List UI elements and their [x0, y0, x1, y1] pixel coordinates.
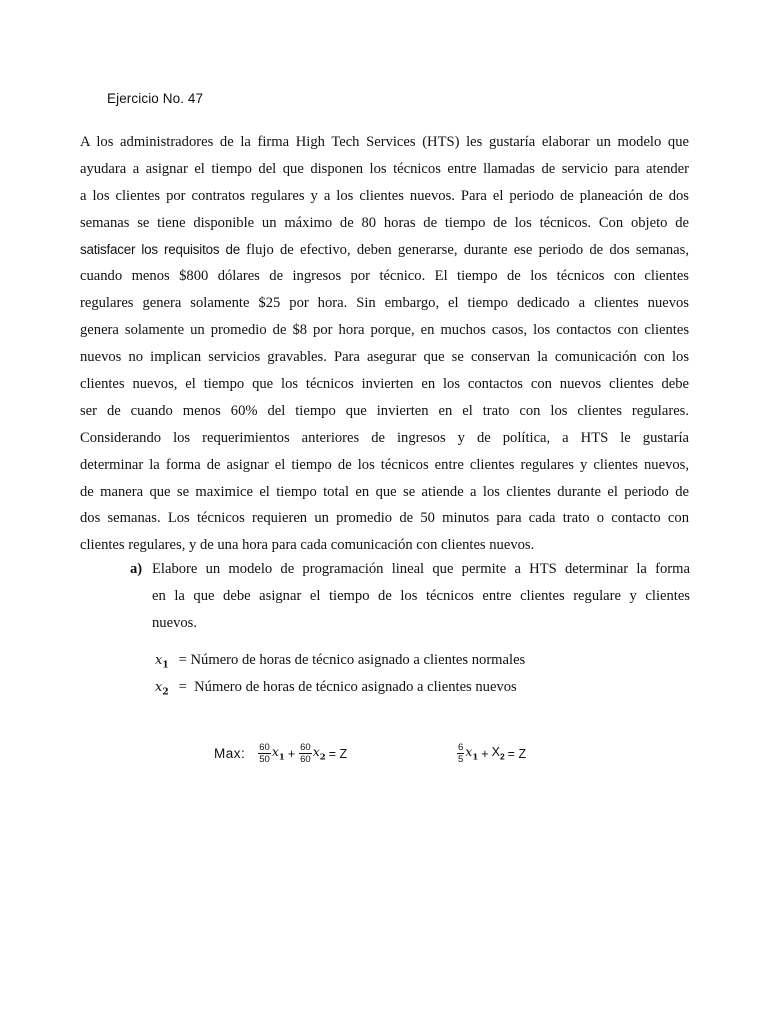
text-line: clientes regulares, y de una hora para cada comunicación con clientes nuevos. [80, 537, 535, 554]
variable-definition-x1 [155, 652, 525, 671]
variable-subscript: 1 [162, 660, 169, 671]
text-line: determinar la forma de asignar el tiempo de los técnicos entre clientes regulares y clientes nuevos, [80, 456, 689, 473]
fraction-60-50 [258, 742, 271, 765]
objective-function-simplified [456, 742, 529, 765]
variable-subscript: 2 [162, 687, 169, 698]
text-fragment: flujo de efectivo, deben generarse, durante ese periodo de dos semanas, [246, 241, 689, 258]
variable-letter: x [155, 680, 163, 695]
item-marker: a) [130, 561, 143, 577]
fraction-6-5 [457, 742, 464, 765]
text-line: genera solamente un promedio de $8 por hora porque, en muchos casos, los contactos con clientes [80, 322, 689, 339]
fraction-numerator: 6 [458, 742, 464, 753]
problem-statement [80, 129, 689, 559]
item-line: Elabore un modelo de programación lineal que permite a HTS determinar la forma [152, 561, 690, 577]
variable-letter: x [271, 744, 279, 760]
equals-sign: = [178, 679, 187, 695]
plus-sign: + [287, 746, 296, 761]
fraction-numerator: 60 [259, 742, 270, 753]
text-line: ser de cuando menos 60% del tiempo que invierten en el trato con los clientes regulares. [80, 402, 689, 419]
objective-function-original [214, 742, 350, 765]
text-line: Considerando los requerimientos anteriores de ingresos y de política, a HTS le gustaría [80, 429, 689, 446]
text-line: dos semanas. Los técnicos requieren un promedio de 50 minutos para cada trato o contacto con [80, 510, 689, 527]
variable-subscript: 2 [319, 752, 326, 763]
variable-symbol [155, 653, 169, 671]
text-line: nuevos no implican servicios gravables. Para asegurar que se conservan la comunicación con los [80, 349, 689, 366]
item-line: en la que debe asignar el tiempo de los técnicos entre clientes regulare y clientes [152, 588, 690, 604]
variable-letter: x [155, 653, 163, 668]
text-line-mixed [80, 237, 689, 264]
variable-definition-x2 [155, 679, 517, 698]
math-variable-x1 [272, 744, 285, 763]
variable-letter: X [491, 745, 500, 760]
fraction-denominator: 50 [259, 754, 270, 765]
variable-subscript: 1 [472, 752, 479, 763]
item-line: nuevos. [152, 615, 197, 631]
text-line: semanas se tiene disponible un máximo de 80 horas de tiempo de los técnicos. Con objeto de [80, 214, 689, 231]
text-fragment-sans: satisfacer los requisitos de [80, 241, 240, 257]
exercise-title: Ejercicio No. 47 [107, 91, 204, 106]
variable-description: Número de horas de técnico asignado a clientes nuevos [194, 679, 517, 695]
fraction-60-60 [299, 742, 312, 765]
text-line: A los administradores de la firma High Tech Services (HTS) les gustaría elaborar un modelo que [80, 134, 689, 150]
text-line: regulares genera solamente $25 por hora. Sin embargo, el tiempo dedicado a clientes nuevos [80, 295, 689, 312]
variable-subscript: 1 [278, 752, 285, 763]
fraction-denominator: 5 [458, 754, 464, 765]
math-variable-x1 [465, 744, 478, 763]
math-variable-x2 [313, 744, 326, 763]
plus-sign: + [481, 746, 489, 761]
text-line: de manera que se maximice el tiempo total en que se atiende a los clientes durante el periodo de [80, 483, 689, 500]
text-line: a los clientes por contratos regulares y a los clientes nuevos. Para el periodo de planeación de dos [80, 187, 689, 204]
variable-letter: x [312, 744, 320, 760]
fraction-denominator: 60 [300, 754, 311, 765]
max-label: Max: [214, 746, 246, 761]
item-text [152, 556, 690, 637]
variable-symbol [155, 680, 169, 698]
text-line: ayudara a asignar el tiempo del que disponen los técnicos entre llamadas de servicio para atender [80, 160, 689, 177]
text-line: cuando menos $800 dólares de ingresos por técnico. El tiempo de los técnicos con clientes [80, 268, 689, 285]
equals-sign: = [178, 652, 187, 668]
fraction-numerator: 60 [300, 742, 311, 753]
variable-description: Número de horas de técnico asignado a clientes normales [190, 652, 526, 668]
text-line: clientes nuevos, el tiempo que los técnicos invierten en los contactos con nuevos clientes debe [80, 376, 689, 393]
variable-subscript: 2 [499, 751, 505, 762]
math-variable-x2 [492, 745, 505, 762]
variable-letter: x [465, 744, 473, 760]
equals-z: = Z [328, 746, 348, 761]
equals-z: = Z [507, 746, 527, 761]
